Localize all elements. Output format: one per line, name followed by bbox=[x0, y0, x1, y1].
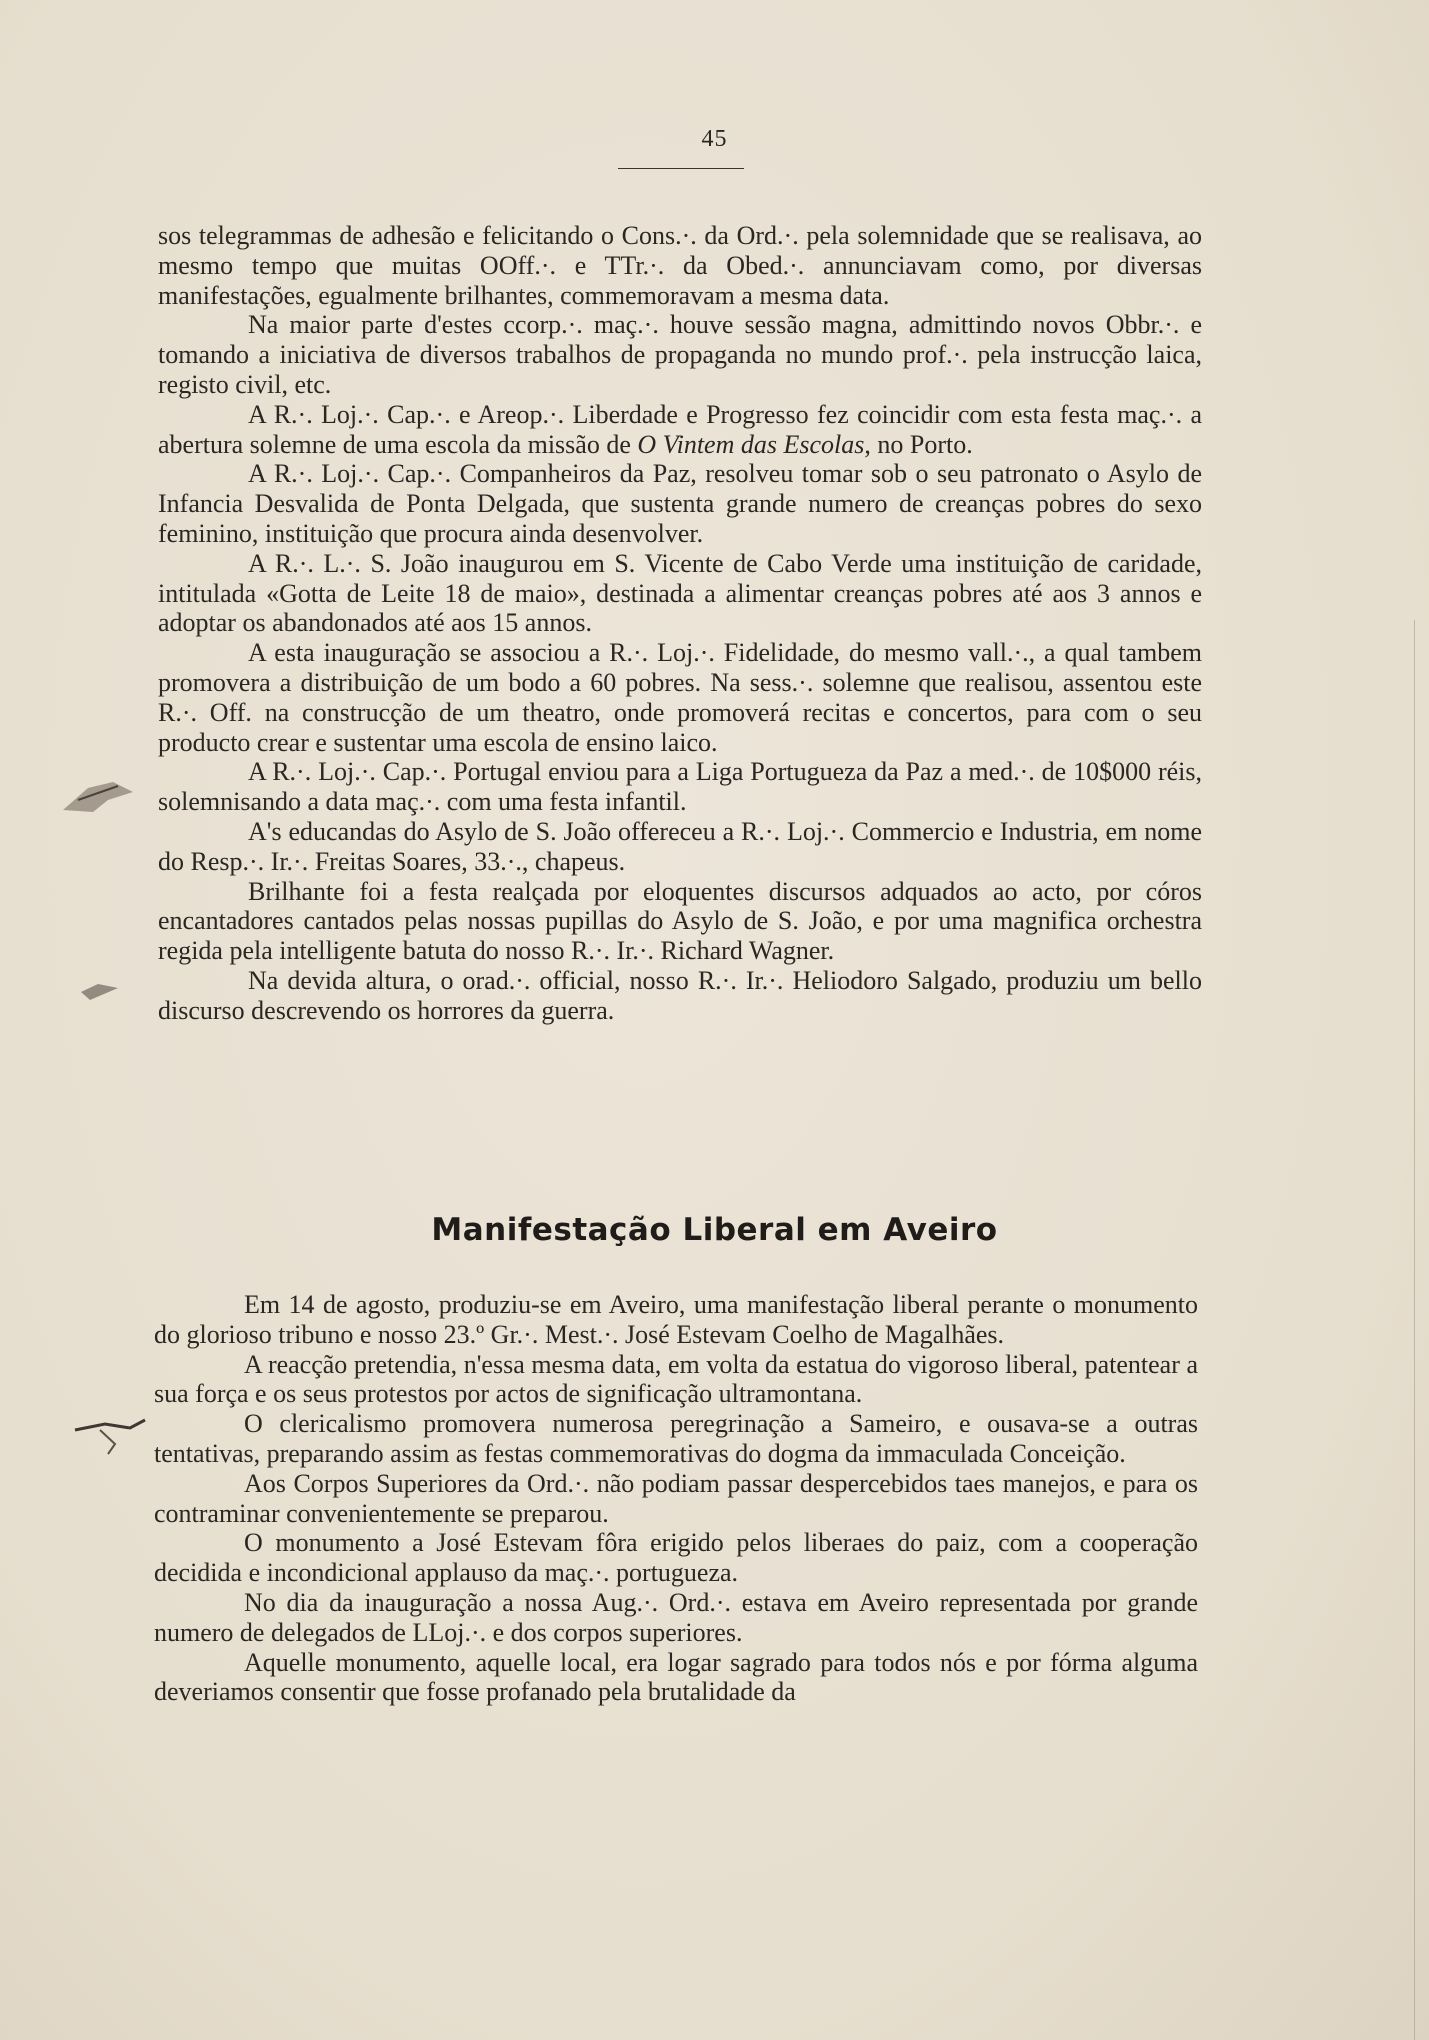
header-rule bbox=[618, 168, 744, 169]
margin-mark-icon bbox=[58, 770, 138, 820]
section-heading: Manifestação Liberal em Aveiro bbox=[431, 1212, 998, 1248]
body-section-1 bbox=[158, 221, 1202, 1026]
page-edge bbox=[1414, 620, 1415, 2040]
paragraph: A's educandas do Asylo de S. João offereceu a R.·. Loj.·. Commercio e Industria, em nome do Resp.·. Ir.·. Freitas Soares, 33.·., chapeus. bbox=[158, 816, 1202, 876]
page-number: 45 bbox=[701, 126, 728, 152]
paragraph: Na devida altura, o orad.·. official, nosso R.·. Ir.·. Heliodoro Salgado, produziu um bello discurso descrevendo os horrores da guerra. bbox=[158, 965, 1202, 1025]
paragraph: A reacção pretendia, n'essa mesma data, em volta da estatua do vigoroso liberal, patentear a sua força e os seus protestos por actos de significação ultramontana. bbox=[154, 1349, 1198, 1409]
paragraph: Brilhante foi a festa realçada por eloquentes discursos adquados ao acto, por córos encantadores cantados pelas nossas pupillas do Asylo de S. João, e por uma magnifica orchestra regida pela intelligente batuta do nosso R.·. Ir.·. Richard Wagner. bbox=[158, 876, 1202, 966]
italic-title: O Vintem das Escolas bbox=[637, 429, 865, 459]
body-section-2 bbox=[154, 1290, 1198, 1707]
paragraph: Aquelle monumento, aquelle local, era logar sagrado para todos nós e por fórma alguma deveriamos consentir que fosse profanado pela brutalidade da bbox=[154, 1647, 1198, 1707]
paragraph: A R.·. Loj.·. Cap.·. Portugal enviou para a Liga Portugueza da Paz a med.·. de 10$000 réis, solemnisando a data maç.·. com uma festa infantil. bbox=[158, 757, 1202, 817]
paragraph: O monumento a José Estevam fôra erigido pelos liberaes do paiz, com a cooperação decidida e incondicional applauso da maç.·. portugueza. bbox=[154, 1528, 1198, 1588]
paragraph: Aos Corpos Superiores da Ord.·. não podiam passar despercebidos taes manejos, e para os contraminar convenientemente se preparou. bbox=[154, 1468, 1198, 1528]
paragraph: No dia da inauguração a nossa Aug.·. Ord.·. estava em Aveiro representada por grande numero de delegados de LLoj.·. e dos corpos superiores. bbox=[154, 1587, 1198, 1647]
margin-mark-icon bbox=[70, 1410, 150, 1456]
paragraph: A R.·. L.·. S. João inaugurou em S. Vicente de Cabo Verde uma instituição de caridade, intitulada «Gotta de Leite 18 de maio», destinada a alimentar creanças pobres até aos 3 annos e adoptar os abandonados até aos 15 annos. bbox=[158, 548, 1202, 638]
paragraph: sos telegrammas de adhesão e felicitando o Cons.·. da Ord.·. pela solemnidade que se realisava, ao mesmo tempo que muitas OOff.·. e TTr.·. da Obed.·. annunciavam como, por diversas manifestações, egualmente brilhantes, commemoravam a mesma data. bbox=[158, 221, 1202, 310]
paragraph: A R.·. Loj.·. Cap.·. Companheiros da Paz, resolveu tomar sob o seu patronato o Asylo de Infancia Desvalida de Ponta Delgada, que sustenta grande numero de creanças pobres do sexo feminino, instituição que procura ainda desenvolver. bbox=[158, 459, 1202, 548]
paragraph bbox=[158, 400, 1202, 460]
paragraph: O clericalismo promovera numerosa peregrinação a Sameiro, e ousava-se a outras tentativas, preparando assim as festas commemorativas do dogma da immaculada Conceição. bbox=[154, 1409, 1198, 1468]
paragraph: Em 14 de agosto, produziu-se em Aveiro, uma manifestação liberal perante o monumento do glorioso tribuno e nosso 23.º Gr.·. Mest.·. José Estevam Coelho de Magalhães. bbox=[154, 1290, 1198, 1349]
paragraph-tail: , no Porto. bbox=[864, 429, 973, 459]
paragraph: Na maior parte d'estes ccorp.·. maç.·. houve sessão magna, admittindo novos Obbr.·. e tomando a iniciativa de diversos trabalhos de propaganda no mundo prof.·. pela instrucção laica, registo civil, etc. bbox=[158, 310, 1202, 399]
paragraph-text: A R.·. Loj.·. Cap.·. e Areop.·. Liberdade e Progresso fez coincidir com esta festa maç.·. a abertura solemne de uma escola da missão de bbox=[158, 399, 1202, 459]
margin-mark-icon bbox=[78, 978, 128, 1004]
paragraph: A esta inauguração se associou a R.·. Loj.·. Fidelidade, do mesmo vall.·., a qual tambem promovera a distribuição de um bodo a 60 pobres. Na sess.·. solemne que realisou, assentou este R.·. Off. na construcção de um theatro, onde promoverá recitas e concertos, para com o seu producto crear e sustentar uma escola de ensino laico. bbox=[158, 638, 1202, 757]
